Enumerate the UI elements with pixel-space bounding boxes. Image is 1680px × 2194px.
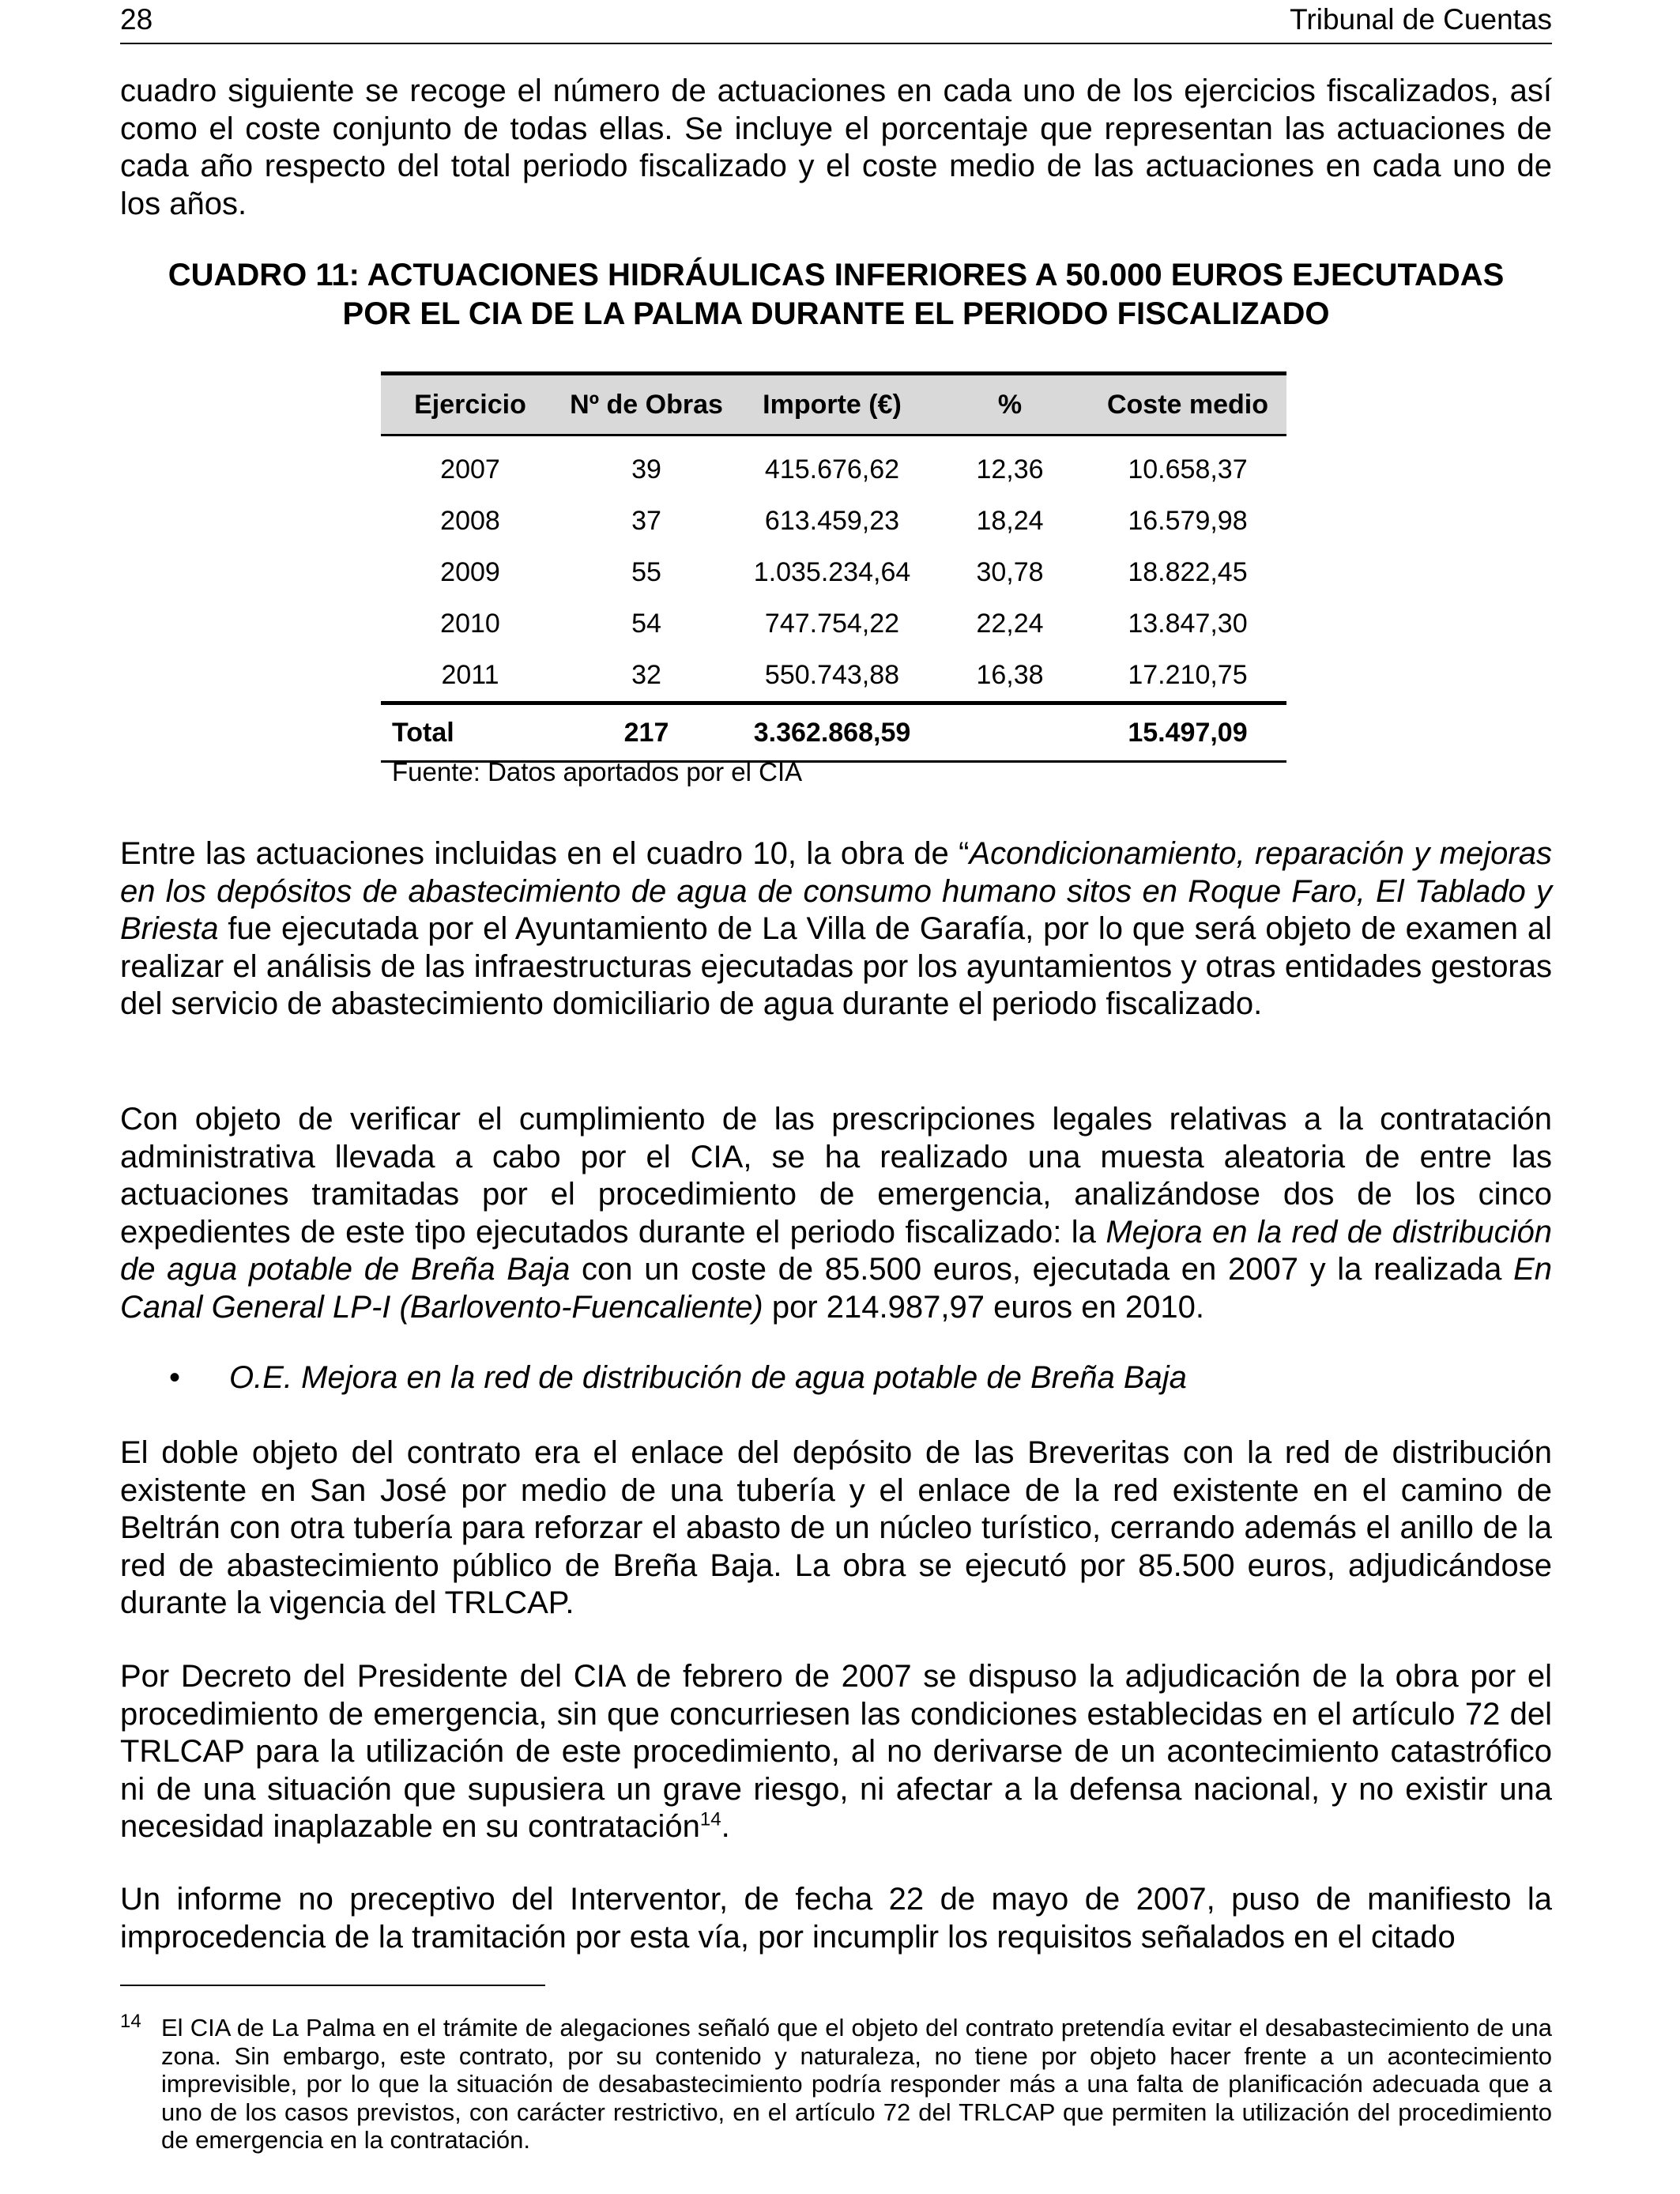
cell-ejercicio: 2011 [441,660,499,690]
table-title-line-1: CUADRO 11: ACTUACIONES HIDRÁULICAS INFERIORES A 50.000 EUROS EJECUTADAS [168,258,1505,292]
paragraph-objeto-contrato: El doble objeto del contrato era el enlace del depósito de las Breveritas con la red de distribución existente en San José por medio de una tubería y el enlace de la red existente en el camino de Beltrán con otra tubería para reforzar el abasto de un núcleo turístico, cerrando además el anillo de la red de abastecimiento público de Breña Baja. La obra se ejecutó por 85.500 euros, adjudicándose durante la vigencia del TRLCAP. [120,1435,1552,1620]
cell-obras: 32 [631,660,661,690]
table-row [381,650,1286,703]
paragraph-decreto [120,1658,1552,1846]
table-total-row [381,703,1286,762]
cell-porcentaje: 18,24 [976,506,1044,536]
cell-importe: 1.035.234,64 [753,557,911,587]
cell-importe: 550.743,88 [764,660,900,690]
cell-ejercicio: 2007 [440,454,500,484]
cell-ejercicio: 2010 [440,609,500,639]
cell-coste-medio: 13.847,30 [1128,609,1248,639]
cell-coste-medio: 10.658,37 [1128,454,1248,484]
para1-italic-title: Acondicionamiento, reparación y mejoras en los depósitos de abastecimiento de agua de consumo humano sitos en Roque Faro, El Tablado y Briesta [120,836,1552,946]
table-title [120,256,1552,334]
cell-ejercicio: 2009 [440,557,500,587]
cell-porcentaje: 16,38 [976,660,1044,690]
para2-italic-b: Mejora en la red de distribución de agua potable de Breña Baja [120,1214,1552,1287]
col-header-ejercicio: Ejercicio [381,374,559,435]
paragraph-verificacion [120,1101,1552,1326]
table-row [381,547,1286,598]
bullet-text: O.E. Mejora en la red de distribución de agua potable de Breña Baja [229,1360,1187,1395]
col-header-coste-medio: Coste medio [1089,374,1286,435]
cell-importe: 747.754,22 [764,609,900,639]
para2-text-e: por 214.987,97 euros en 2010. [763,1289,1204,1325]
total-label: Total [381,703,559,762]
para2-italic-d: En Canal General LP-I (Barlovento-Fuencaliente) [120,1252,1553,1325]
para1-text-c: fue ejecutada por el Ayuntamiento de La Villa de Garafía, por lo que será objeto de examen al realizar el análisis de las infraestructuras ejecutadas por los ayuntamientos y otras entidades gestoras del servicio de abastecimiento domiciliario de agua durante el periodo fiscalizado. [120,911,1552,1021]
cell-porcentaje: 12,36 [976,454,1044,484]
table-row [381,598,1286,650]
cell-ejercicio: 2008 [440,506,500,536]
table-row [381,435,1286,496]
cell-importe: 613.459,23 [764,506,900,536]
actuaciones-table [381,371,1286,763]
cell-obras: 55 [631,557,661,587]
cell-obras: 39 [631,454,661,484]
total-coste-medio: 15.497,09 [1089,703,1286,762]
table-source: Fuente: Datos aportados por el CIA [392,757,803,786]
page-header [120,3,1552,44]
total-obras: 217 [559,703,733,762]
footnote-number: 14 [120,2011,141,2032]
intro-paragraph: cuadro siguiente se recoge el número de actuaciones en cada uno de los ejercicios fiscalizados, así como el coste conjunto de todas ellas. Se incluye el porcentaje que representan las actuaciones de cada año respecto del total periodo fiscalizado y el coste medio de las actuaciones en cada uno de los años. [120,74,1552,221]
para4-end: . [721,1809,730,1844]
paragraph-acondicionamiento [120,835,1552,1023]
bullet-symbol: • [169,1360,181,1395]
table-header-row [381,374,1286,435]
page-number: 28 [120,3,153,36]
cell-porcentaje: 22,24 [976,609,1044,639]
table-row [381,496,1286,547]
cell-coste-medio: 16.579,98 [1128,506,1248,536]
running-title: Tribunal de Cuentas [1290,3,1552,36]
total-porcentaje [931,703,1089,762]
col-header-porcentaje: % [931,374,1089,435]
col-header-obras: Nº de Obras [559,374,733,435]
footnote-ref-14[interactable]: 14 [699,1808,721,1830]
cell-obras: 37 [631,506,661,536]
footnote-14 [120,2011,1552,2154]
cell-porcentaje: 30,78 [976,557,1044,587]
cell-importe: 415.676,62 [764,454,900,484]
cell-coste-medio: 17.210,75 [1128,660,1248,690]
total-importe: 3.362.868,59 [733,703,931,762]
footnote-text: El CIA de La Palma en el trámite de alegaciones señaló que el objeto del contrato pretendía evitar el desabastecimiento de una zona. Sin embargo, este contrato, por su contenido y naturaleza, no tiene por objeto hacer frente a un acontecimiento imprevisible, por lo que la situación de desabastecimiento podría responder más a una falta de planificación adecuada que a uno de los casos previstos, con carácter restrictivo, en el artículo 72 del TRLCAP que permiten la utilización del procedimiento de emergencia en la contratación. [161,2014,1552,2154]
para2-text-c: con un coste de 85.500 euros, ejecutada en 2007 y la realizada [570,1252,1514,1287]
paragraph-informe: Un informe no preceptivo del Interventor, de fecha 22 de mayo de 2007, puso de manifiesto la improcedencia de la tramitación por esta vía, por incumplir los requisitos señalados en el citado [120,1882,1552,1955]
para1-text-a: Entre las actuaciones incluidas en el cuadro 10, la obra de “ [120,836,970,871]
cell-obras: 54 [631,609,661,639]
cell-coste-medio: 18.822,45 [1128,557,1248,587]
para4-text: Por Decreto del Presidente del CIA de febrero de 2007 se dispuso la adjudicación de la obra por el procedimiento de emergencia, sin que concurriesen las condiciones establecidas en el artículo 72 del TRLCAP para la utilización de este procedimiento, al no derivarse de un acontecimiento catastrófico ni de una situación que supusiera un grave riesgo, ni afectar a la defensa nacional, y no existir una necesidad inaplazable en su contratación [120,1659,1552,1844]
table-title-line-2: POR EL CIA DE LA PALMA DURANTE EL PERIODO FISCALIZADO [342,296,1330,331]
para2-text-a: Con objeto de verificar el cumplimiento de las prescripciones legales relativas a la contratación administrativa llevada a cabo por el CIA, se ha realizado una muesta aleatoria de entre las actuaciones tramitadas por el procedimiento de emergencia, analizándose dos de los cinco expedientes de este tipo ejecutados durante el periodo fiscalizado: la [120,1102,1552,1250]
col-header-importe: Importe (€) [733,374,931,435]
footnote-separator [120,1985,545,1986]
